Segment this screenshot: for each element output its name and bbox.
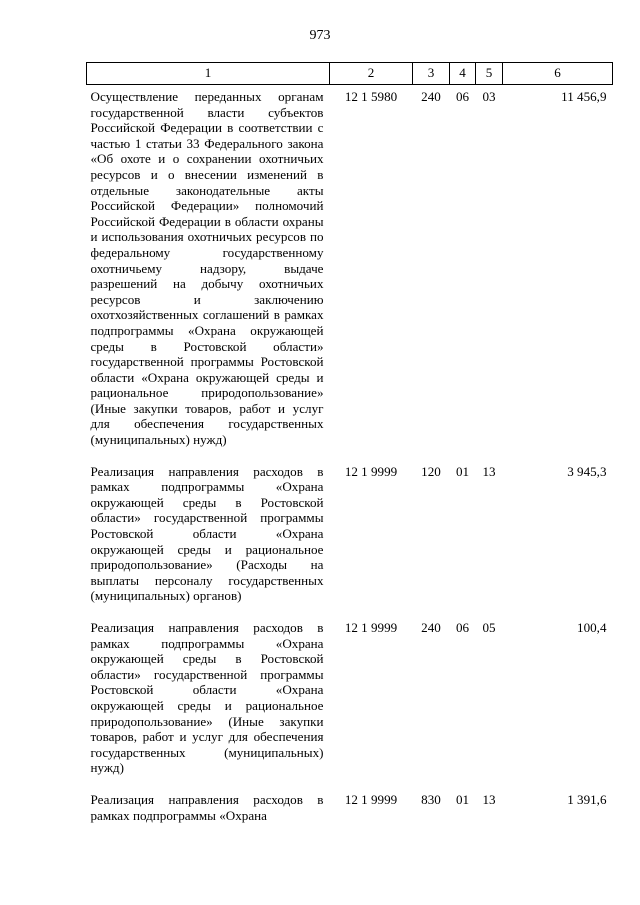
row-target-code: 12 1 9999 — [344, 463, 398, 479]
table-row — [87, 460, 613, 616]
column-header-2: 2 — [330, 63, 413, 85]
column-header-4: 4 — [450, 63, 476, 85]
row-description: Реализация направления расходов в рамках подпрограммы «Охрана — [90, 791, 324, 823]
row-expense-type: 830 — [421, 791, 441, 807]
column-header-5: 5 — [476, 63, 503, 85]
table-header — [87, 63, 613, 85]
row-target-code: 12 1 9999 — [344, 620, 398, 635]
row-amount: 3 945,3 — [567, 463, 607, 479]
table-body — [87, 85, 613, 836]
header-row — [87, 63, 613, 85]
row-subsection: 13 — [482, 791, 496, 807]
column-header-6: 6 — [503, 63, 613, 85]
table-row — [87, 85, 613, 460]
row-description: Реализация направления расходов в рамках подпрограммы «Охрана окружающей среды в Ростовской области» государственной программы Ростовской области «Охрана окружающей среды и рациональное природопользование» (Иные закупки товаров, работ и услуг для обеспечения государственных (муниципальных) нужд) — [90, 620, 324, 776]
row-section: 06 — [455, 620, 470, 635]
row-subsection: 03 — [482, 89, 496, 104]
row-description: Осуществление переданных органам государственной власти субъектов Российской Федерации в соответствии с частью 1 статьи 33 Федерального закона «Об охоте и о сохранении охотничьих ресурсов и о внесении изменений в отдельные законодательные акты Российской Федерации» полномочий Российской Федерации в области охраны и использования охотничьих ресурсов по федеральному государственному охотничьему надзору, выдаче разрешений на добычу охотничьих ресурсов и заключению охотхозяйственных соглашений в рамках подпрограммы «Охрана окружающей среды в Ростовской области» государственной программы Ростовской области «Охрана окружающей среды и рациональное природопользование» (Иные закупки товаров, работ и услуг для обеспечения государственных (муниципальных) нужд) — [90, 89, 324, 448]
column-header-1: 1 — [87, 63, 330, 85]
table-row — [87, 788, 613, 835]
row-amount: 11 456,9 — [561, 89, 607, 104]
row-amount: 100,4 — [577, 620, 607, 635]
row-target-code: 12 1 5980 — [344, 89, 398, 104]
row-amount: 1 391,6 — [567, 791, 607, 807]
row-expense-type: 240 — [421, 620, 441, 635]
row-expense-type: 120 — [421, 463, 441, 479]
row-description: Реализация направления расходов в рамках подпрограммы «Охрана окружающей среды в Ростовской области» государственной программы Ростовской области «Охрана окружающей среды и рациональное природопользование» (Расходы на выплаты персоналу государственных (муниципальных) органов) — [90, 463, 324, 604]
row-section: 01 — [455, 791, 470, 807]
row-target-code: 12 1 9999 — [344, 791, 398, 807]
page-number: 973 — [309, 28, 331, 43]
table-row — [87, 616, 613, 788]
row-subsection: 13 — [482, 463, 496, 479]
budget-table — [86, 62, 613, 835]
row-subsection: 05 — [482, 620, 496, 635]
row-expense-type: 240 — [421, 89, 441, 104]
column-header-3: 3 — [413, 63, 450, 85]
row-section: 01 — [455, 463, 470, 479]
row-section: 06 — [455, 89, 470, 104]
